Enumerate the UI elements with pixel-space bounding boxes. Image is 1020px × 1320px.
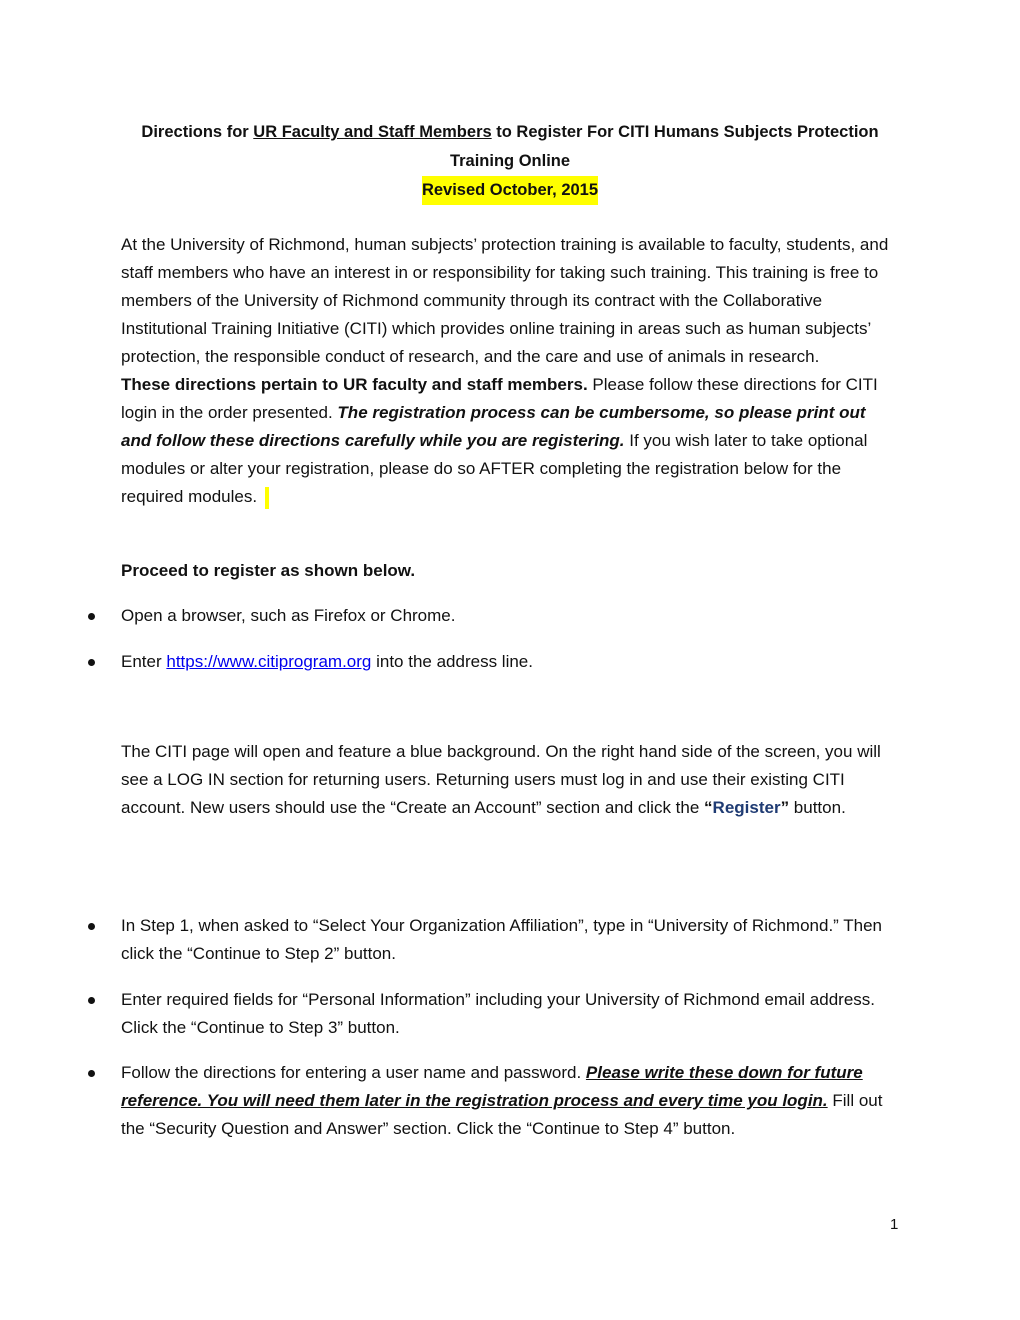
page-number: 1 <box>890 1216 899 1233</box>
bullet-icon <box>88 648 100 676</box>
bullet-enter-url <box>121 648 899 676</box>
pertain-bold: These directions pertain to UR faculty and staff members. <box>121 375 588 394</box>
pertain-paragraph <box>121 371 899 511</box>
bullet-step1: In Step 1, when asked to “Select Your Organization Affiliation”, type in “University of Richmond.” Then click the “Continue to Step 2” button. <box>121 916 882 963</box>
intro-paragraph: At the University of Richmond, human subjects’ protection training is available to faculty, students, and staff members who have an interest in or responsibility for taking such training. This training is free to members of the University of Richmond community through its contract with the Collaborative Institutional Training Initiative (CITI) which provides online training in areas such as human subjects’ protection, the responsible conduct of research, and the care and use of animals in research. <box>121 235 889 366</box>
title-suffix: to Register For CITI Humans Subjects Protection Training Online <box>449 123 879 170</box>
intro-section <box>121 231 899 511</box>
enter-suffix: into the address line. <box>371 652 533 671</box>
proceed-heading: Proceed to register as shown below. <box>121 561 416 580</box>
bullet-icon <box>88 602 100 630</box>
cumbersome-note: The registration process can be cumbersome, so please print out and follow these directions carefully while you are registering. <box>121 403 866 450</box>
title-prefix: Directions for <box>141 123 254 141</box>
bullet-open-browser: Open a browser, such as Firefox or Chrome. <box>121 606 456 625</box>
citi-page-paragraph <box>121 738 899 822</box>
title-underlined: UR Faculty and Staff Members <box>253 123 492 141</box>
citi-page-suffix: button. <box>789 798 846 817</box>
citi-page-text: The CITI page will open and feature a blue background. On the right hand side of the screen, you will see a LOG IN section for returning users. Returning users must log in and use their existing CITI account. New users should use the “Create an Account” section and click the <box>121 742 881 817</box>
highlight-cursor-mark <box>265 487 269 509</box>
register-close-quote: ” <box>780 798 790 817</box>
bullet-icon <box>88 1059 100 1087</box>
optional-note: If you wish later to take optional modules or alter your registration, please do so AFTER completing the registration below for the required modules. <box>121 431 868 506</box>
bullet-icon <box>88 986 100 1014</box>
pertain-rest: Please follow these directions for CITI login in the order presented. <box>121 375 878 422</box>
enter-prefix: Enter <box>121 652 167 671</box>
bullet-icon <box>88 912 100 940</box>
revised-date: Revised October, 2015 <box>422 176 598 205</box>
register-open-quote: “ <box>704 798 713 817</box>
step3-emphasis: Please write these down for future reference. You will need them later in the registration process and every time you login. <box>121 1063 863 1110</box>
bullet-step3 <box>121 1059 899 1143</box>
step3-suffix: Fill out the “Security Question and Answer” section. Click the “Continue to Step 4” button. <box>121 1091 883 1138</box>
register-label: Register <box>712 798 781 817</box>
step3-prefix: Follow the directions for entering a user name and password. <box>121 1063 586 1082</box>
bullet-step2: Enter required fields for “Personal Information” including your University of Richmond email address. Click the “Continue to Step 3” button. <box>121 990 876 1037</box>
citi-program-link[interactable]: https://www.citiprogram.org <box>166 652 372 671</box>
document-title <box>110 118 910 205</box>
